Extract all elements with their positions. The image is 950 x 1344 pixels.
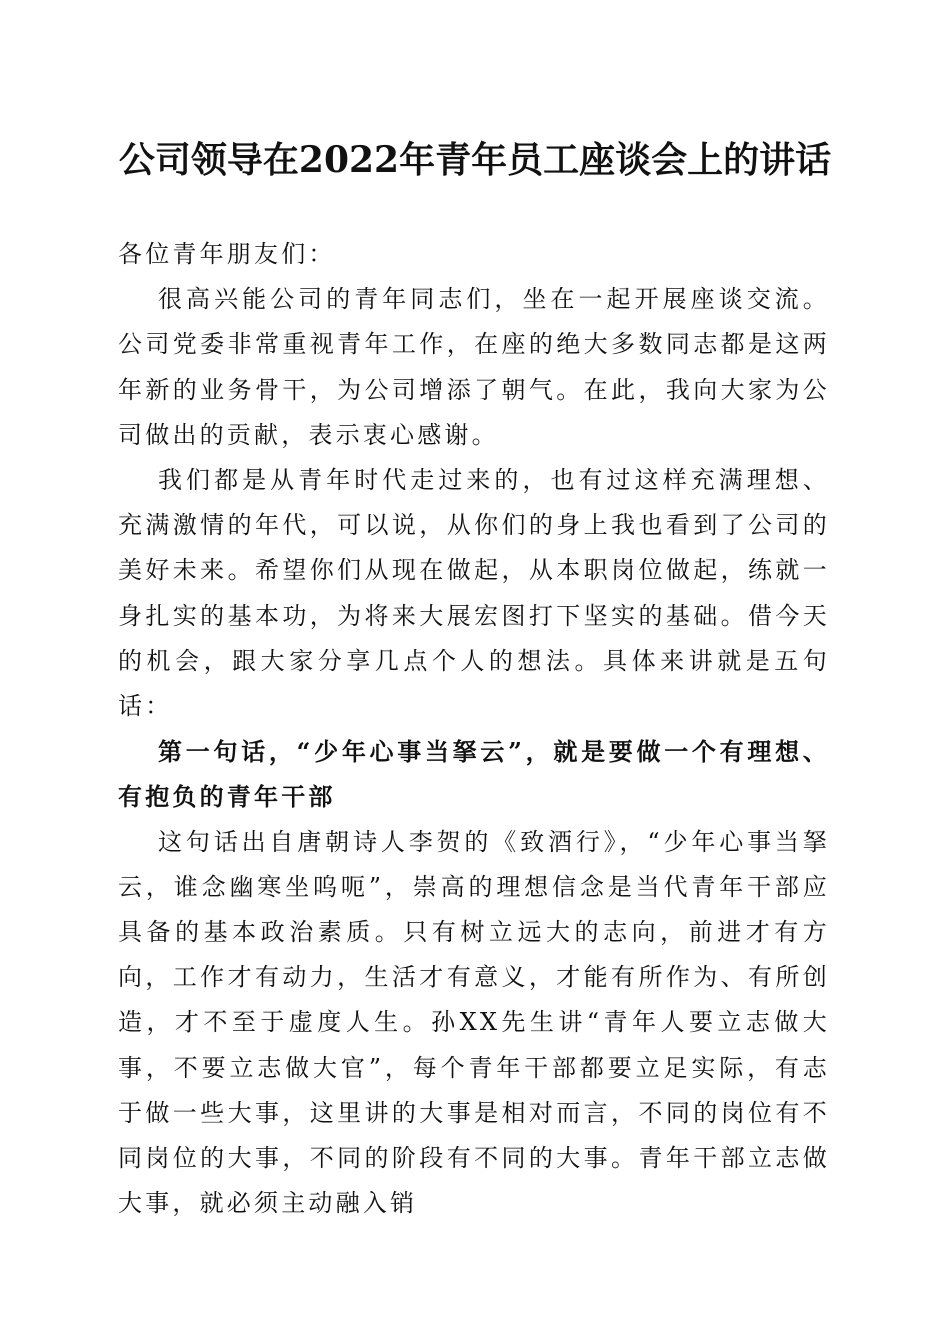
paragraph-outline: 我们都是从青年时代走过来的，也有过这样充满理想、充满激情的年代，可以说，从你们的身上我也看到了公司的美好未来。希望你们从现在做起，从本职岗位做起，练就一身扎实的基本功，为将来大展宏图打下坚实的基础。借今天的机会，跟大家分享几点个人的想法。具体来讲就是五句话： xyxy=(118,466,830,721)
paragraph-intro: 很高兴能公司的青年同志们，坐在一起开展座谈交流。公司党委非常重视青年工作，在座的绝大多数同志都是这两年新的业务骨干，为公司增添了朝气。在此，我向大家为公司做出的贡献，表示衷心感谢。 xyxy=(118,285,830,449)
section-paragraph: 这句话出自唐朝诗人李贺的《致酒行》，“少年心事当拏云，谁念幽寒坐呜呃”，崇高的理想信念是当代青年干部应具备的基本政治素质。只有树立远大的志向，前进才有方向，工作才有动力，生活才有意义，才能有所作为、有所创造，才不至于虚度人生。孙XX先生讲“青年人要立志做大事，不要立志做大官”，每个青年干部都要立足实际，有志于做一些大事，这里讲的大事是相对而言，不同的岗位有不同岗位的大事，不同的阶段有不同的大事。青年干部立志做大事，就必须主动融入销 xyxy=(118,827,830,1218)
salutation: 各位青年朋友们： xyxy=(118,240,336,268)
section-heading: 第一句话，“少年心事当拏云”，就是要做一个有理想、有抱负的青年干部 xyxy=(118,737,830,812)
document-body xyxy=(118,232,830,1226)
document-title: 公司领导在2022年青年员工座谈会上的讲话 xyxy=(118,139,832,181)
